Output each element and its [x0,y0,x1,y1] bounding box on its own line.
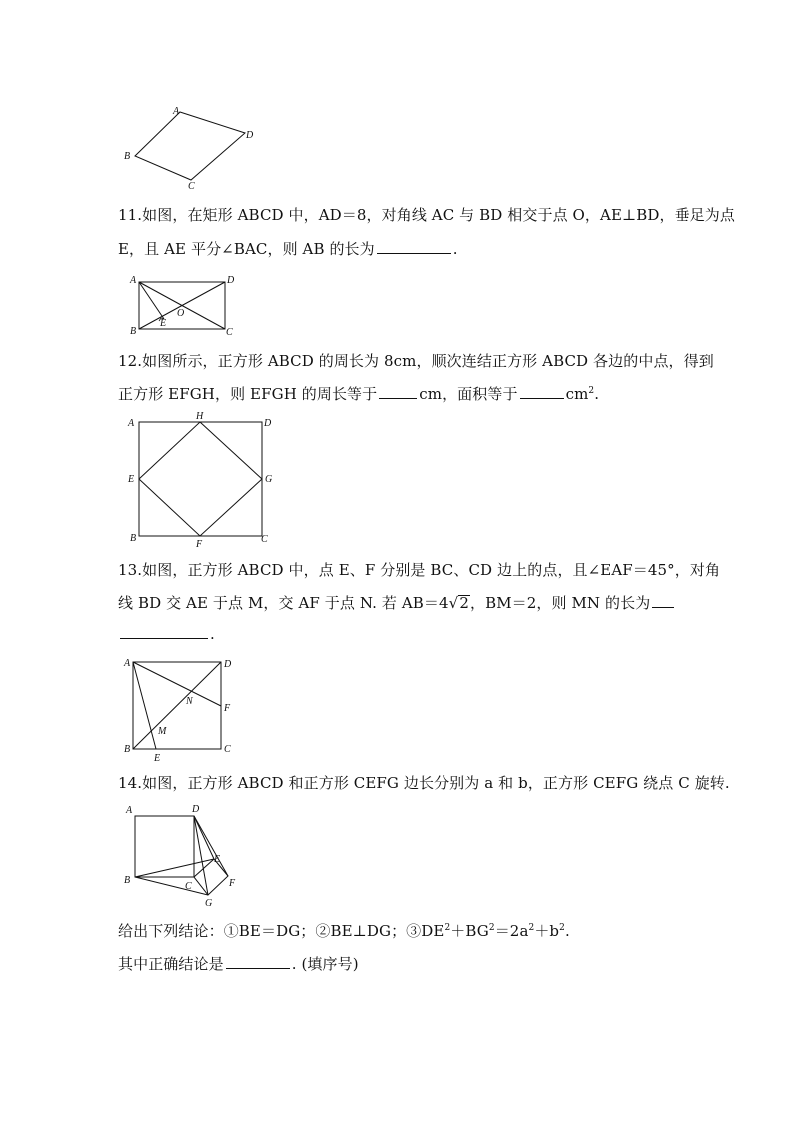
figure-square-efgh [118,408,278,548]
label-C: C [226,327,233,338]
label-C: C [224,744,231,755]
label-E: E [154,753,161,764]
label-O: O [177,308,185,319]
label-G: G [205,898,213,909]
answer-blank-part2[interactable] [120,624,208,639]
q13-line2: 线 BD 交 AE 于点 M，交 AF 于点 N. 若 AB＝4√2，BM＝2，则 MN 的长为 [118,592,676,613]
label-C: C [185,881,192,892]
q14-line3: 其中正确结论是 . (填序号) [118,955,359,973]
label-D: D [246,130,254,141]
sqrt-expression: √2 [448,594,469,612]
figure-square-mn [118,652,248,764]
label-A: A [130,275,137,286]
q13-line3: . [118,624,215,643]
label-D: D [227,275,235,286]
label-N: N [186,696,193,707]
label-D: D [264,418,272,429]
label-G: G [265,474,273,485]
q14-line1: 14.如图，正方形 ABCD 和正方形 CEFG 边长分别为 a 和 b，正方形 CEFG 绕点 C 旋转. [118,774,730,792]
answer-blank[interactable] [226,954,290,969]
label-B: B [124,875,131,886]
label-B: B [124,151,131,162]
q12-line2: 正方形 EFGH，则 EFGH 的周长等于 cm，面积等于 $cm^2$. [118,385,600,403]
q11-line2: E，且 AE 平分∠BAC，则 AB 的长为 . [118,240,458,258]
label-B: B [130,326,137,337]
label-A: A [124,658,131,669]
label-A: A [128,418,135,429]
figure-rectangle-abcd [118,270,248,340]
label-E: E [128,474,135,485]
label-C: C [261,534,268,545]
label-E: E [214,854,221,865]
label-A: A [173,106,180,117]
answer-blank[interactable] [377,239,451,254]
q12-line1: 12.如图所示，正方形 ABCD 的周长为 8cm，顺次连结正方形 ABCD 各边的中点，得到 [118,352,714,370]
label-E: E [160,318,167,329]
label-B: B [124,744,131,755]
label-B: B [130,533,137,544]
label-H: H [196,411,204,422]
label-F: F [196,539,203,548]
q11-line1: 11.如图，在矩形 ABCD 中，AD＝8，对角线 AC 与 BD 相交于点 O，AE⊥BD，垂足为点 [118,206,735,224]
answer-blank-area[interactable] [520,384,564,399]
label-F: F [224,703,231,714]
figure-rhombus-abcd [118,100,268,192]
q13-line1: 13.如图，正方形 ABCD 中，点 E、F 分别是 BC、CD 边上的点，且∠EAF＝45°，对角 [118,561,721,579]
answer-blank-part1[interactable] [652,593,674,608]
label-C: C [188,181,195,192]
label-D: D [192,804,200,815]
label-F: F [229,878,236,889]
q14-line2: 给出下列结论：①BE＝DG；②BE⊥DG；$③DE^2+BG^2=2a^2+b^2$. [118,922,570,940]
figure-two-squares [118,798,248,910]
label-A: A [126,805,133,816]
label-M: M [158,726,167,737]
answer-blank-perimeter[interactable] [379,384,417,399]
label-D: D [224,659,232,670]
